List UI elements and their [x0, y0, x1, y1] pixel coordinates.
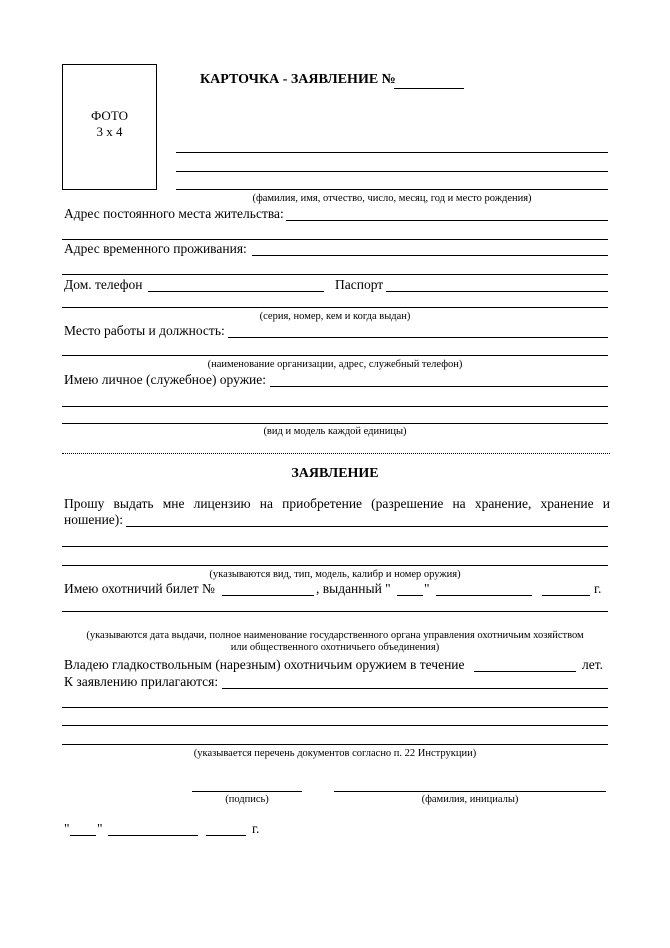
- weapon-line-2[interactable]: [62, 406, 608, 407]
- ticket-number-field[interactable]: [222, 595, 314, 596]
- fio-caption: (фамилия, имя, отчество, число, месяц, год и место рождения): [252, 193, 532, 204]
- date-day-field[interactable]: [70, 835, 96, 836]
- ticket-caption-2: или общественного охотничьего объединения): [230, 642, 440, 653]
- passport-label: Паспорт: [335, 277, 384, 292]
- attached-caption: (указывается перечень документов согласно п. 22 Инструкции): [193, 748, 477, 759]
- ticket-caption-1: (указываются дата выдачи, полное наименование государственного органа управления охотничьим хозяйством: [86, 630, 584, 641]
- ticket-line-2[interactable]: [62, 611, 608, 612]
- card-title: КАРТОЧКА - ЗАЯВЛЕНИЕ №: [200, 72, 396, 87]
- date-month-field[interactable]: [108, 835, 198, 836]
- temporary-address-label: Адрес временного проживания:: [64, 241, 247, 256]
- permanent-address-field[interactable]: [286, 220, 608, 221]
- fio-line-3[interactable]: [176, 189, 608, 190]
- ticket-year-suffix: г.: [594, 581, 602, 596]
- ticket-issued-label: , выданный ": [316, 581, 391, 596]
- request-text-line-2: ношение):: [64, 512, 124, 527]
- date-year-suffix: г.: [252, 821, 260, 836]
- name-caption: (фамилия, инициалы): [421, 794, 519, 805]
- permanent-address-line-2[interactable]: [62, 239, 608, 240]
- date-year-field[interactable]: [206, 835, 246, 836]
- passport-line-2[interactable]: [62, 307, 608, 308]
- photo-label: ФОТО: [91, 108, 128, 123]
- workplace-field[interactable]: [228, 337, 608, 338]
- fio-line-2[interactable]: [176, 171, 608, 172]
- temporary-address-line-2[interactable]: [62, 274, 608, 275]
- date-quote-open: ": [64, 821, 70, 836]
- date-quote-close: ": [97, 821, 103, 836]
- application-title: ЗАЯВЛЕНИЕ: [291, 466, 379, 481]
- workplace-line-2[interactable]: [62, 355, 608, 356]
- weapon-caption: (вид и модель каждой единицы): [263, 426, 407, 437]
- fio-line-1[interactable]: [176, 152, 608, 153]
- request-text-line-1: Прошу выдать мне лицензию на приобретение (разрешение на хранение, хранение и: [64, 496, 610, 511]
- attached-field[interactable]: [222, 688, 608, 689]
- passport-caption: (серия, номер, кем и когда выдан): [259, 311, 411, 322]
- home-phone-field[interactable]: [148, 291, 324, 292]
- weapon-field[interactable]: [270, 386, 608, 387]
- workplace-caption: (наименование организации, адрес, служебный телефон): [207, 359, 463, 370]
- weapon-label: Имею личное (служебное) оружие:: [64, 372, 266, 387]
- temporary-address-field[interactable]: [252, 255, 608, 256]
- signature-caption: (подпись): [225, 794, 269, 805]
- workplace-label: Место работы и должность:: [64, 323, 225, 338]
- permanent-address-label: Адрес постоянного места жительства:: [64, 206, 284, 221]
- request-line-2[interactable]: [62, 546, 608, 547]
- passport-field[interactable]: [386, 291, 608, 292]
- ticket-label: Имею охотничий билет №: [64, 581, 215, 596]
- attached-line-4[interactable]: [62, 744, 608, 745]
- ticket-quote: ": [424, 581, 430, 596]
- attached-line-2[interactable]: [62, 707, 608, 708]
- signature-field[interactable]: [192, 791, 302, 792]
- attached-line-3[interactable]: [62, 725, 608, 726]
- ticket-year-field[interactable]: [542, 595, 590, 596]
- experience-suffix: лет.: [582, 657, 603, 672]
- section-separator: [62, 453, 610, 454]
- experience-years-field[interactable]: [474, 671, 576, 672]
- card-number-field[interactable]: [394, 88, 464, 89]
- attached-label: К заявлению прилагаются:: [64, 674, 219, 689]
- request-line-3[interactable]: [62, 565, 608, 566]
- ticket-day-field[interactable]: [397, 595, 423, 596]
- request-field[interactable]: [126, 526, 608, 527]
- photo-size: 3 х 4: [96, 124, 123, 139]
- name-field[interactable]: [334, 791, 606, 792]
- experience-label: Владею гладкоствольным (нарезным) охотничьим оружием в течение: [64, 657, 465, 672]
- ticket-month-field[interactable]: [436, 595, 532, 596]
- home-phone-label: Дом. телефон: [64, 277, 143, 292]
- request-caption: (указываются вид, тип, модель, калибр и номер оружия): [209, 569, 461, 580]
- weapon-line-3[interactable]: [62, 423, 608, 424]
